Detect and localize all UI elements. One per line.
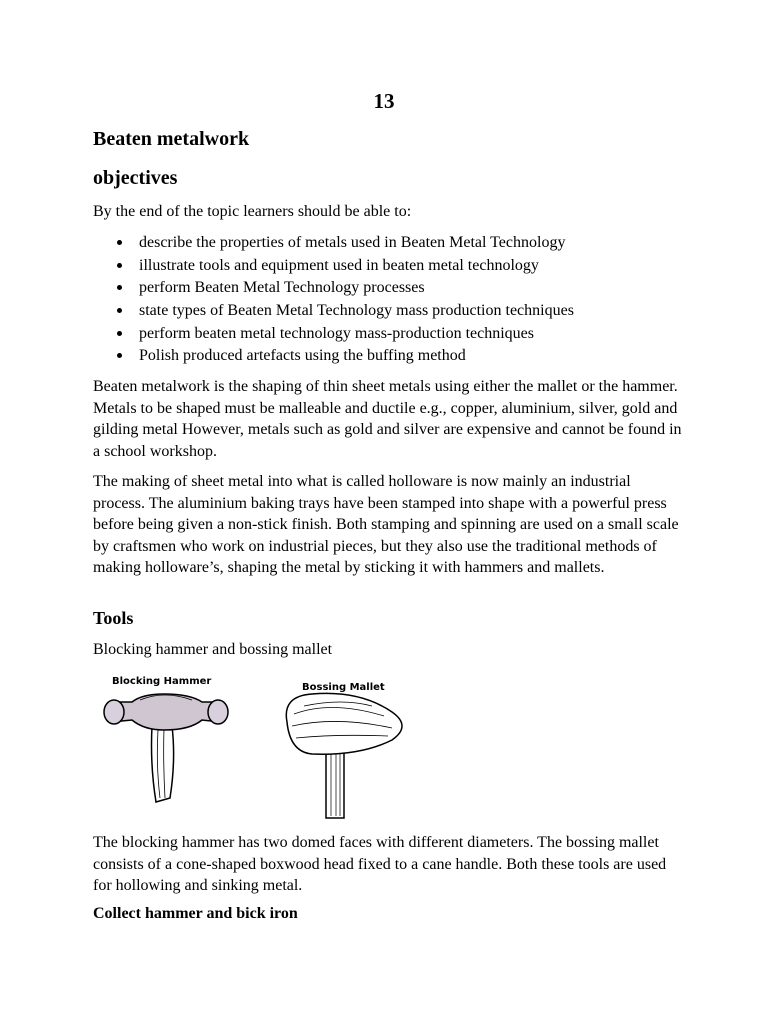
objective-item: illustrate tools and equipment used in beaten metal technology — [93, 255, 574, 278]
blocking-hammer-illustration — [104, 676, 228, 802]
page-number: 13 — [373, 89, 395, 113]
paragraph-holloware: The making of sheet metal into what is called holloware is now mainly an industrial process. The aluminium baking trays have been stamped into shape with a powerful press before being given a non-stick finish. Both stamping and spinning are used on a small scale by craftsmen who work on industrial pieces, but they also use the traditional methods of making holloware’s, shaping the metal by sticking it with hammers and mallets. — [93, 473, 679, 577]
paragraph-tools-description: The blocking hammer has two domed faces with different diameters. The bossing mallet consists of a cone-shaped boxwood head fixed to a cane handle. Both these tools are used for hollowing and sinking metal. — [93, 834, 667, 895]
figure-caption: Blocking hammer and bossing mallet — [93, 641, 333, 658]
objective-item: describe the properties of metals used in Beaten Metal Technology — [93, 232, 574, 255]
objectives-list — [93, 232, 574, 368]
tools-heading: Tools — [93, 608, 134, 628]
paragraph-beaten-metalwork: Beaten metalwork is the shaping of thin sheet metals using either the mallet or the hammer. Metals to be shaped must be malleable and ductile e.g., copper, aluminium, silver, gold and gilding metal However, metals such as gold and silver are expensive and cannot be found in a school workshop. — [93, 378, 682, 460]
objectives-intro: By the end of the topic learners should be able to: — [93, 203, 412, 220]
bossing-mallet-illustration — [286, 682, 402, 818]
objective-item: perform Beaten Metal Technology processes — [93, 277, 574, 300]
collect-hammer-heading: Collect hammer and bick iron — [93, 905, 298, 922]
bossing-mallet-label: Bossing Mallet — [302, 682, 385, 693]
objective-item: perform beaten metal technology mass-production techniques — [93, 323, 574, 346]
tools-illustration — [92, 670, 412, 820]
objectives-heading: objectives — [93, 167, 178, 189]
objective-item: state types of Beaten Metal Technology mass production techniques — [93, 300, 574, 323]
objective-item: Polish produced artefacts using the buffing method — [93, 345, 574, 368]
blocking-hammer-label: Blocking Hammer — [112, 676, 212, 687]
chapter-title: Beaten metalwork — [93, 128, 250, 150]
